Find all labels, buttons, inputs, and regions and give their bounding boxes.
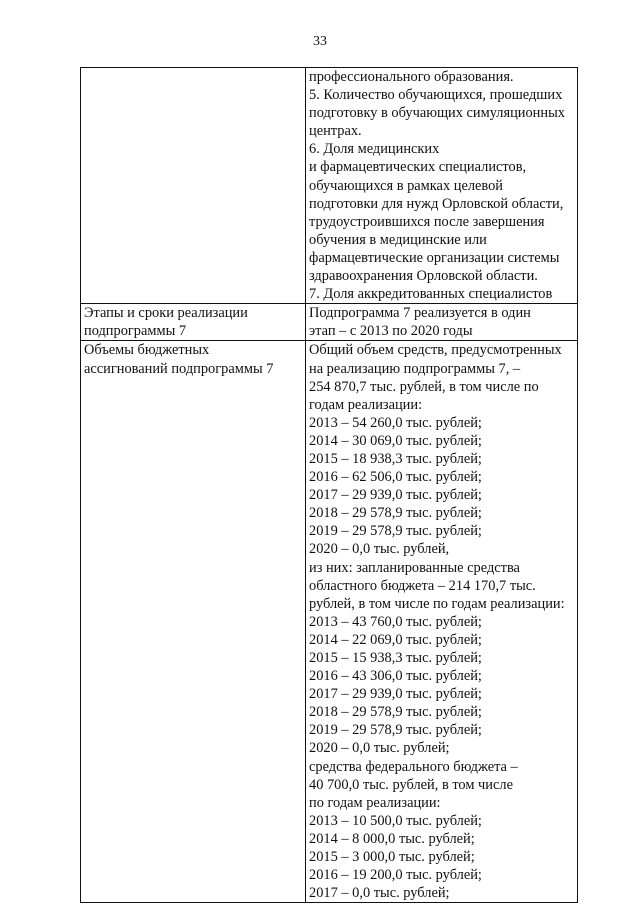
- parameter-value-cell: [306, 68, 578, 304]
- parameter-name-cell: [81, 341, 306, 903]
- text-line: 2016 – 43 306,0 тыс. рублей;: [309, 668, 482, 685]
- text-line: этап – с 2013 по 2020 годы: [309, 323, 473, 340]
- page-number: 33: [313, 34, 327, 49]
- text-line: трудоустроившихся после завершения: [309, 213, 545, 230]
- text-line: 2013 – 43 760,0 тыс. рублей;: [309, 613, 482, 630]
- text-line: рублей, в том числе по годам реализации:: [309, 595, 565, 612]
- text-line: 5. Количество обучающихся, прошедших: [309, 87, 563, 104]
- text-line: ассигнований подпрограммы 7: [84, 360, 274, 377]
- text-line: 40 700,0 тыс. рублей, в том числе: [309, 776, 513, 793]
- text-line: 2014 – 22 069,0 тыс. рублей;: [309, 631, 482, 648]
- text-line: Объемы бюджетных: [84, 342, 210, 359]
- text-line: 2017 – 0,0 тыс. рублей;: [309, 885, 450, 902]
- text-line: 2015 – 18 938,3 тыс. рублей;: [309, 450, 482, 467]
- text-line: 2018 – 29 578,9 тыс. рублей;: [309, 505, 482, 522]
- text-line: Общий объем средств, предусмотренных: [309, 342, 562, 359]
- text-line: обучения в медицинские или: [309, 231, 487, 248]
- text-line: Этапы и сроки реализации: [84, 305, 248, 322]
- text-line: 2016 – 62 506,0 тыс. рублей;: [309, 469, 482, 486]
- text-line: 2017 – 29 939,0 тыс. рублей;: [309, 686, 482, 703]
- text-line: 2020 – 0,0 тыс. рублей;: [309, 740, 450, 757]
- text-line: подпрограммы 7: [84, 323, 187, 340]
- text-line: на реализацию подпрограммы 7, –: [309, 360, 521, 377]
- text-line: средства федерального бюджета –: [309, 758, 518, 775]
- stages-and-terms-row: [81, 304, 578, 341]
- text-line: 2015 – 15 938,3 тыс. рублей;: [309, 650, 482, 666]
- text-line: здравоохранения Орловской области.: [309, 268, 538, 285]
- subprogram-passport-table: [80, 67, 578, 903]
- parameter-value-cell: [306, 304, 578, 341]
- parameter-name-cell: [81, 68, 306, 304]
- parameter-value-cell: [306, 341, 578, 903]
- text-line: 2014 – 30 069,0 тыс. рублей;: [309, 432, 482, 449]
- text-line: 2019 – 29 578,9 тыс. рублей;: [309, 722, 482, 739]
- text-line: 2019 – 29 578,9 тыс. рублей;: [309, 523, 482, 540]
- text-line: годам реализации:: [309, 396, 423, 413]
- text-line: 2013 – 10 500,0 тыс. рублей;: [309, 812, 482, 829]
- text-line: обучающихся в рамках целевой: [309, 177, 503, 194]
- text-line: Подпрограмма 7 реализуется в один: [309, 305, 531, 322]
- text-line: 2017 – 29 939,0 тыс. рублей;: [309, 487, 482, 504]
- text-line: 7. Доля аккредитованных специалистов: [309, 286, 553, 303]
- text-line: фармацевтические организации системы: [309, 249, 560, 266]
- text-line: 6. Доля медицинских: [309, 141, 440, 158]
- text-line: 2014 – 8 000,0 тыс. рублей;: [309, 830, 475, 847]
- budget-allocations-row: [81, 341, 578, 903]
- text-line: подготовки для нужд Орловской области,: [309, 195, 564, 212]
- text-line: 2016 – 19 200,0 тыс. рублей;: [309, 867, 482, 884]
- parameter-name-cell: [81, 304, 306, 341]
- text-line: по годам реализации:: [309, 794, 441, 811]
- text-line: областного бюджета – 214 170,7 тыс.: [309, 577, 536, 594]
- text-line: 2018 – 29 578,9 тыс. рублей;: [309, 704, 482, 721]
- text-line: 2013 – 54 260,0 тыс. рублей;: [309, 414, 482, 431]
- text-line: центрах.: [309, 123, 362, 140]
- text-line: профессионального образования.: [309, 69, 514, 85]
- text-line: из них: запланированные средства: [309, 559, 520, 576]
- text-line: 254 870,7 тыс. рублей, в том числе по: [309, 378, 539, 395]
- text-line: и фармацевтических специалистов,: [309, 159, 527, 176]
- text-line: 2020 – 0,0 тыс. рублей,: [309, 541, 450, 558]
- text-line: 2015 – 3 000,0 тыс. рублей;: [309, 849, 475, 866]
- text-line: подготовку в обучающих симуляционных: [309, 105, 565, 122]
- indicators-row: [81, 68, 578, 304]
